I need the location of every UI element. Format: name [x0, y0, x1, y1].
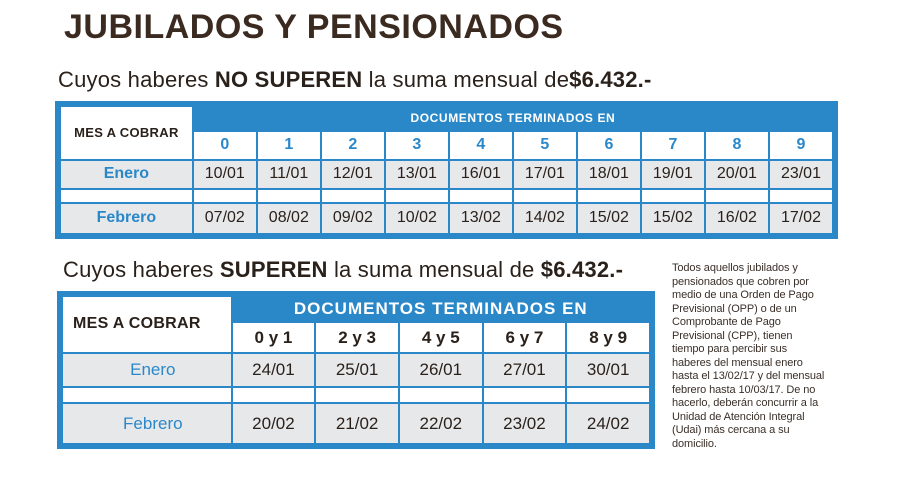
- spacer-cell: [566, 387, 650, 403]
- date-cell: 23/02: [483, 403, 567, 444]
- digit-header: 0: [193, 131, 257, 160]
- digit-header: 2 y 3: [315, 322, 399, 352]
- schedule-table-high: [57, 291, 655, 449]
- digit-header: 4 y 5: [399, 322, 483, 352]
- section1-heading: [58, 67, 652, 93]
- side-note-line: Unidad de Atención Integral: [672, 410, 805, 423]
- date-cell: 17/02: [769, 203, 833, 234]
- date-cell: 20/01: [705, 160, 769, 189]
- date-cell: 24/01: [232, 353, 316, 387]
- digit-header: 1: [257, 131, 321, 160]
- date-cell: 16/02: [705, 203, 769, 234]
- side-note-line: Previsional (OPP) o de un: [672, 302, 797, 315]
- spacer-cell: [399, 387, 483, 403]
- table-row: [62, 403, 650, 444]
- spacer-cell: [577, 189, 641, 203]
- spacer-cell: [232, 387, 316, 403]
- month-label: Febrero: [62, 403, 232, 444]
- date-cell: 18/01: [577, 160, 641, 189]
- date-cell: 24/02: [566, 403, 650, 444]
- digit-header: 8: [705, 131, 769, 160]
- date-cell: 10/01: [193, 160, 257, 189]
- section2-heading-text: Cuyos haberes: [63, 257, 220, 282]
- date-cell: 23/01: [769, 160, 833, 189]
- date-cell: 13/01: [385, 160, 449, 189]
- digit-header: 2: [321, 131, 385, 160]
- section2-heading: [63, 257, 623, 283]
- date-cell: 07/02: [193, 203, 257, 234]
- month-label: Enero: [62, 353, 232, 387]
- digit-header: 6: [577, 131, 641, 160]
- page-title: JUBILADOS Y PENSIONADOS: [64, 8, 564, 46]
- date-cell: 20/02: [232, 403, 316, 444]
- date-cell: 21/02: [315, 403, 399, 444]
- side-note-line: hacerlo, deberán concurrir a la: [672, 397, 819, 409]
- date-cell: 13/02: [449, 203, 513, 234]
- date-cell: 17/01: [513, 160, 577, 189]
- schedule-grid-low: [59, 105, 834, 235]
- month-column-header: MES A COBRAR: [62, 296, 232, 353]
- date-cell: 12/01: [321, 160, 385, 189]
- schedule-grid-high: [61, 295, 651, 445]
- date-cell: 15/02: [577, 203, 641, 234]
- side-note: [672, 262, 847, 451]
- table-row: [60, 160, 833, 189]
- digit-header: 6 y 7: [483, 322, 567, 352]
- section1-heading-amount: $6.432.-: [569, 67, 652, 92]
- spacer-cell: [60, 189, 193, 203]
- side-note-line: medio de una Orden de Pago: [672, 289, 814, 301]
- spacer-cell: [449, 189, 513, 203]
- digit-header: 5: [513, 131, 577, 160]
- date-cell: 14/02: [513, 203, 577, 234]
- date-cell: 09/02: [321, 203, 385, 234]
- month-column-header: MES A COBRAR: [60, 106, 193, 160]
- spacer-cell: [257, 189, 321, 203]
- date-cell: 25/01: [315, 353, 399, 387]
- digit-header: 8 y 9: [566, 322, 650, 352]
- schedule-table-low: [55, 101, 838, 239]
- spacer-cell: [385, 189, 449, 203]
- side-note-line: Todos aquellos jubilados y: [672, 262, 798, 274]
- digit-header: 3: [385, 131, 449, 160]
- date-cell: 26/01: [399, 353, 483, 387]
- side-note-line: febrero hasta 10/03/17. De no: [672, 383, 816, 396]
- date-cell: 30/01: [566, 353, 650, 387]
- spacer-cell: [513, 189, 577, 203]
- spacer-cell: [641, 189, 705, 203]
- side-note-line: haberes del mensual enero: [672, 356, 803, 369]
- section1-heading-text2: la suma mensual de: [362, 67, 570, 92]
- spacer-cell: [62, 387, 232, 403]
- side-note-line: (Udai) más cercana a su: [672, 424, 790, 436]
- spacer-cell: [769, 189, 833, 203]
- spacer-cell: [315, 387, 399, 403]
- spacer-cell: [705, 189, 769, 203]
- date-cell: 10/02: [385, 203, 449, 234]
- digit-header: 0 y 1: [232, 322, 316, 352]
- digit-header: 7: [641, 131, 705, 160]
- section1-heading-bold: NO SUPEREN: [214, 67, 363, 92]
- documents-header: DOCUMENTOS TERMINADOS EN: [193, 106, 833, 131]
- table-row: [60, 203, 833, 234]
- date-cell: 16/01: [449, 160, 513, 189]
- table-spacer: [62, 387, 650, 403]
- documents-header: DOCUMENTOS TERMINADOS EN: [232, 296, 650, 322]
- section1-heading-text: Cuyos haberes: [58, 67, 215, 92]
- date-cell: 19/01: [641, 160, 705, 189]
- digit-header: 4: [449, 131, 513, 160]
- section2-heading-text2: la suma mensual de: [327, 257, 541, 282]
- section2-heading-amount: $6.432.-: [540, 257, 624, 282]
- date-cell: 08/02: [257, 203, 321, 234]
- side-note-line: Previsional (CPP), tienen: [672, 329, 793, 342]
- digit-header: 9: [769, 131, 833, 160]
- date-cell: 15/02: [641, 203, 705, 234]
- spacer-cell: [483, 387, 567, 403]
- table-row: [62, 353, 650, 387]
- spacer-cell: [321, 189, 385, 203]
- side-note-line: Comprobante de Pago: [672, 316, 781, 328]
- month-label: Febrero: [60, 203, 193, 234]
- table-spacer: [60, 189, 833, 203]
- date-cell: 27/01: [483, 353, 567, 387]
- side-note-line: hasta el 13/02/17 y del mensual: [672, 370, 825, 382]
- spacer-cell: [193, 189, 257, 203]
- side-note-line: pensionados que cobren por: [672, 275, 809, 288]
- side-note-line: tiempo para percibir sus: [672, 343, 787, 355]
- month-label: Enero: [60, 160, 193, 189]
- date-cell: 11/01: [257, 160, 321, 189]
- section2-heading-bold: SUPEREN: [219, 257, 328, 282]
- side-note-line: domicilio.: [672, 437, 717, 450]
- date-cell: 22/02: [399, 403, 483, 444]
